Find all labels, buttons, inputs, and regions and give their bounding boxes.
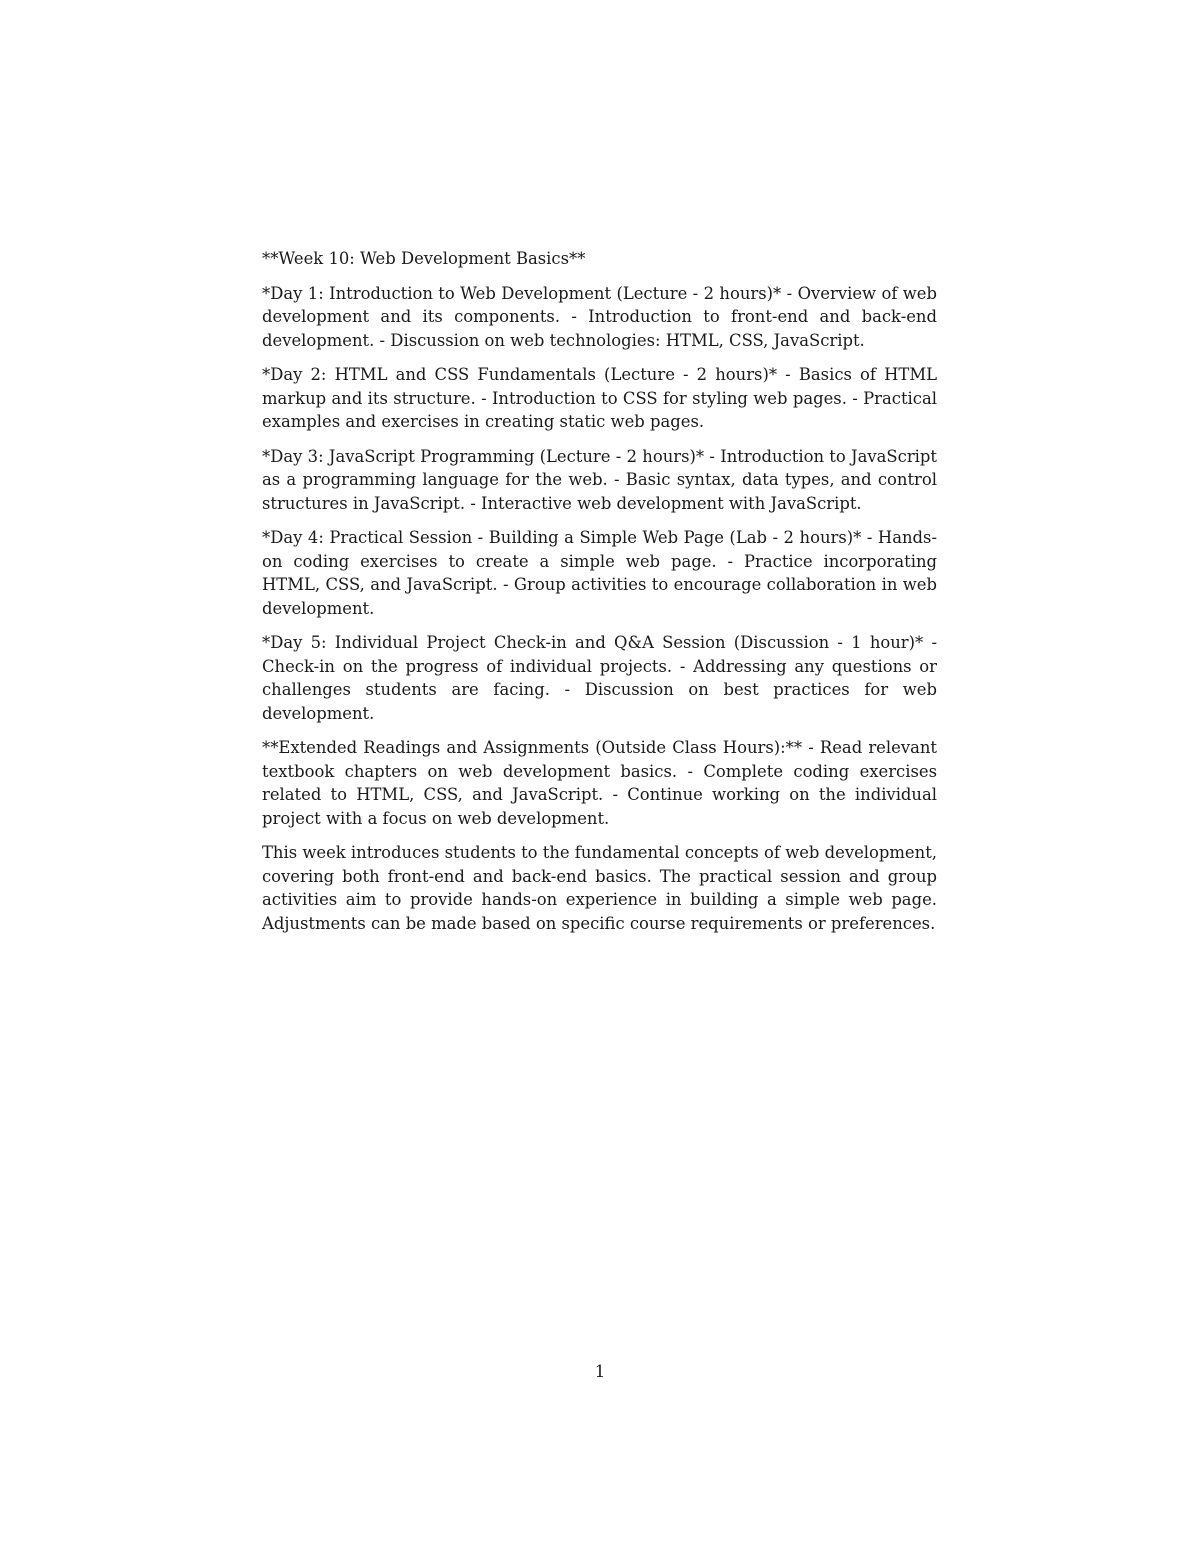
page-number: 1: [594, 1362, 606, 1381]
day-3-paragraph: *Day 3: JavaScript Programming (Lecture - 2 hours)* - Introduction to JavaScript as a programming language for the web. - Basic syntax, data types, and control structures in JavaScript. - Interactive web development with JavaScript.: [262, 446, 937, 513]
summary-paragraph: This week introduces students to the fundamental concepts of web development, covering both front-end and back-end basics. The practical session and group activities aim to provide hands-on experience in building a simple web page. Adjustments can be made based on specific course requirements or preferences.: [262, 843, 937, 933]
page-body: [262, 247, 937, 946]
day-1-paragraph: *Day 1: Introduction to Web Development (Lecture - 2 hours)* - Overview of web development and its components. - Introduction to front-end and back-end development. - Discussion on web technologies: HTML, CSS, JavaScript.: [262, 283, 937, 350]
day-4-paragraph: *Day 4: Practical Session - Building a Simple Web Page (Lab - 2 hours)* - Hands-on coding exercises to create a simple web page. - Practice incorporating HTML, CSS, and JavaScript. - Group activities to encourage collaboration in web development.: [262, 528, 937, 618]
day-2-paragraph: *Day 2: HTML and CSS Fundamentals (Lecture - 2 hours)* - Basics of HTML markup and its structure. - Introduction to CSS for styling web pages. - Practical examples and exercises in creating static web pages.: [262, 365, 937, 431]
week-heading: **Week 10: Web Development Basics**: [262, 249, 586, 268]
day-5-paragraph: *Day 5: Individual Project Check-in and Q&A Session (Discussion - 1 hour)* - Check-in on the progress of individual projects. - Addressing any questions or challenges students are facing. - Discussion on best practices for web development.: [262, 633, 937, 723]
extended-readings-paragraph: **Extended Readings and Assignments (Outside Class Hours):** - Read relevant textbook chapters on web development basics. - Complete coding exercises related to HTML, CSS, and JavaScript. - Continue working on the individual project with a focus on web development.: [262, 738, 937, 828]
